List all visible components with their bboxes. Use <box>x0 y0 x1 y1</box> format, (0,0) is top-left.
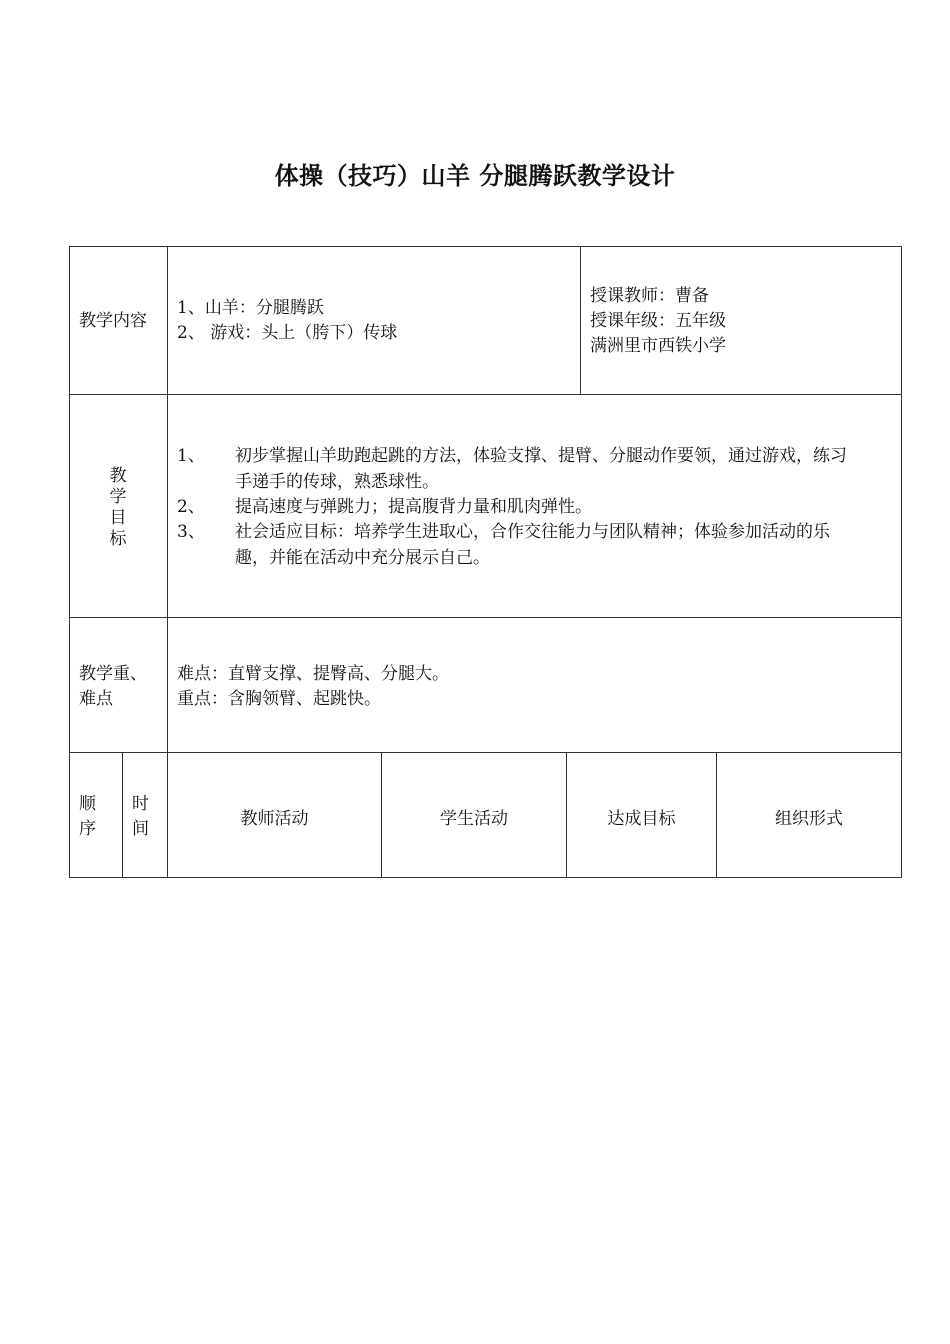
goal-number: 2、 <box>177 497 205 517</box>
document-title: 体操（技巧）山羊 分腿腾跃教学设计 <box>274 162 676 190</box>
goal-2-line-1: 提高速度与弹跳力；提高腹背力量和肌肉弹性。 <box>235 497 592 517</box>
goal-3-line-2: 趣，并能在活动中充分展示自己。 <box>235 548 490 568</box>
goal-header: 达成目标 <box>607 809 676 829</box>
goal-1-line-1: 初步掌握山羊助跑起跳的方法，体验支撑、提臂、分腿动作要领，通过游戏，练习 <box>235 446 847 466</box>
difficulty-line: 难点：直臂支撑、提臀高、分腿大。 <box>177 664 449 684</box>
goals-label-char: 目 <box>109 508 127 528</box>
content-item-1: 1、山羊：分腿腾跃 <box>177 298 324 318</box>
goal-number: 1、 <box>177 446 205 466</box>
grade-info: 授课年级：五年级 <box>590 311 726 331</box>
content-item-2: 2、 游戏：头上（胯下）传球 <box>177 323 398 343</box>
student-activity-header: 学生活动 <box>440 809 508 829</box>
goal-number: 3、 <box>177 522 205 542</box>
content-label: 教学内容 <box>79 311 147 331</box>
teacher-activity-header: 教师活动 <box>240 809 309 829</box>
teacher-info: 授课教师：曹备 <box>590 286 709 306</box>
time-header-char: 时 <box>132 794 149 814</box>
time-header-char: 间 <box>132 819 149 839</box>
order-header-char: 序 <box>79 819 96 839</box>
goals-label-char: 学 <box>109 487 127 507</box>
goals-label-char: 教 <box>109 466 127 486</box>
goal-1-line-2: 手递手的传球，熟悉球性。 <box>235 472 439 492</box>
key-label-line-2: 难点 <box>79 689 113 709</box>
goal-3-line-1: 社会适应目标：培养学生进取心，合作交往能力与团队精神；体验参加活动的乐 <box>235 522 830 542</box>
goals-label-char: 标 <box>109 529 127 549</box>
order-header-char: 顺 <box>79 794 96 814</box>
school-info: 满洲里市西铁小学 <box>590 336 726 356</box>
key-label-line-1: 教学重、 <box>79 664 147 684</box>
focus-line: 重点：含胸领臂、起跳快。 <box>177 689 381 709</box>
organization-form-header: 组织形式 <box>775 809 843 829</box>
